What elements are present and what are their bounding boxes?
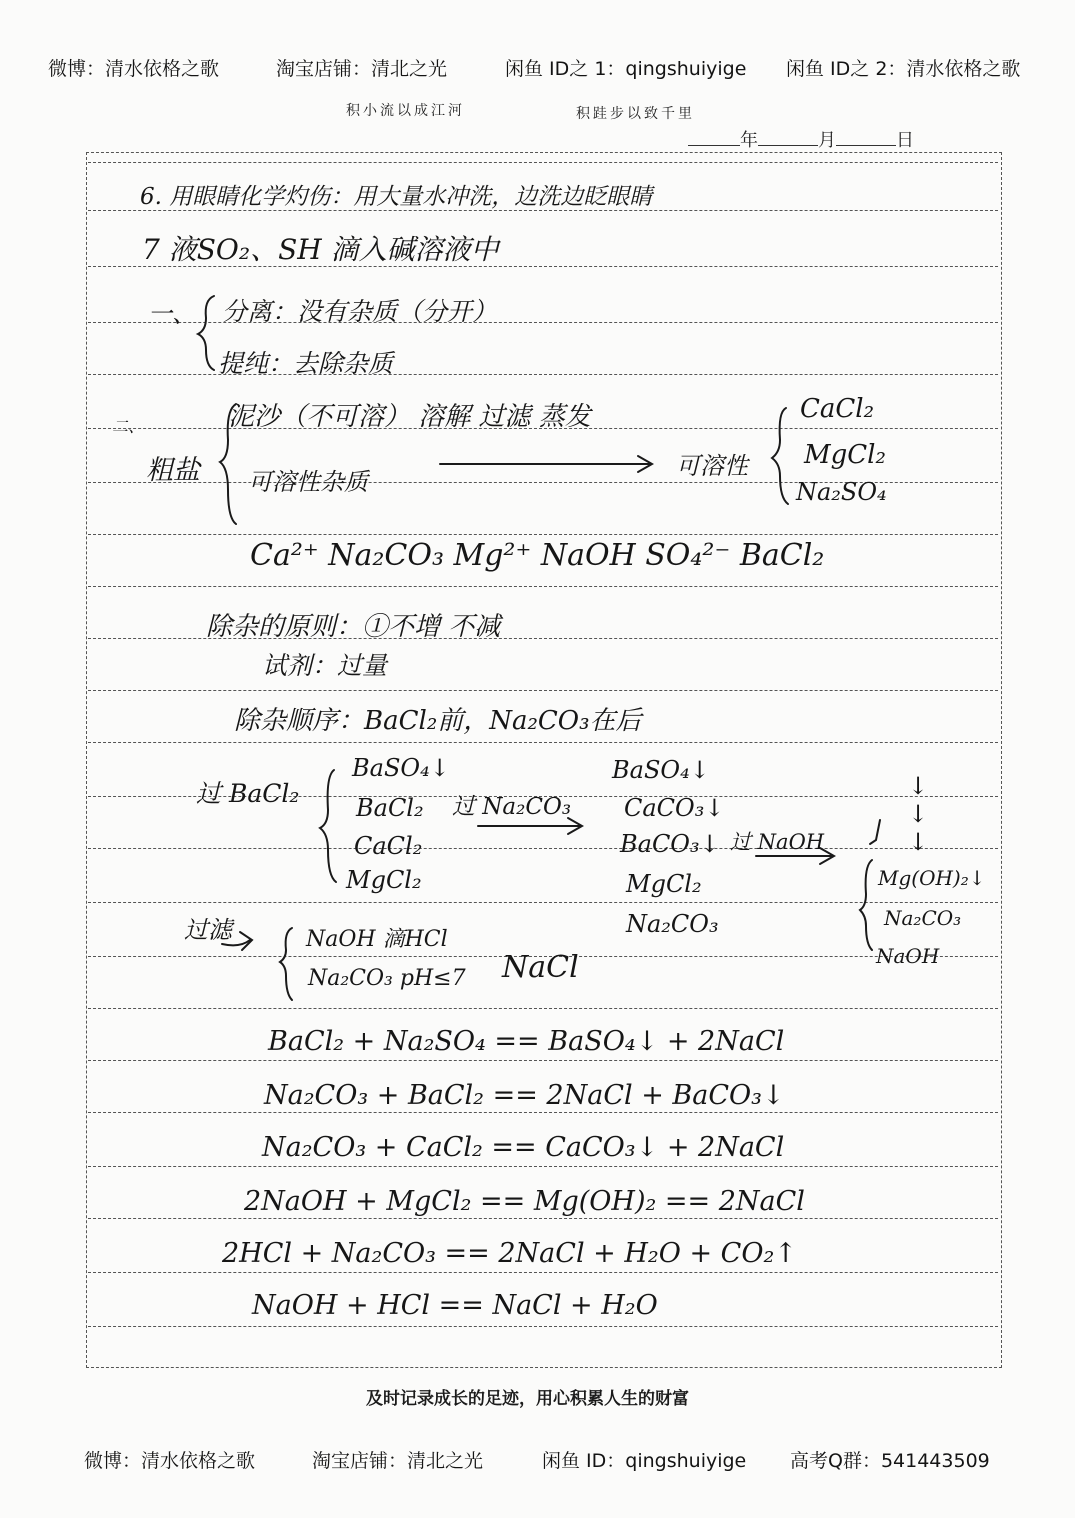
soluble-item: Na₂SO₄	[796, 478, 887, 506]
bottom-taobao: 淘宝店铺：清北之光	[312, 1450, 484, 1472]
motto-right: 积跬步以致千里	[576, 106, 695, 122]
date-day: 日	[896, 130, 914, 151]
col3-item: NaOH	[876, 944, 940, 968]
col1-item: MgCl₂	[346, 866, 422, 894]
removal-order: 除杂顺序：BaCl₂前，Na₂CO₃在后	[234, 706, 642, 736]
footer-slogan: 及时记录成长的足迹，用心积累人生的财富	[366, 1389, 689, 1409]
equation-5: 2HCl + Na₂CO₃ == 2NaCl + H₂O + CO₂↑	[222, 1238, 797, 1269]
bottom-xianyu: 闲鱼 ID：qingshuiyige	[542, 1450, 747, 1472]
col2-item: CaCO₃↓	[624, 794, 725, 822]
purification-note: 提纯：去除杂质	[218, 349, 394, 378]
filter-na2co3-note: Na₂CO₃ pH≤7	[308, 966, 466, 991]
removal-principle: 除杂的原则：①不增 不减	[206, 612, 501, 642]
col1-item: BaCl₂	[356, 794, 424, 822]
soluble-impurities-label: 可溶性杂质	[248, 468, 368, 496]
crude-salt-label: 粗盐	[146, 455, 200, 486]
note-line-1: 6. 用眼睛化学灼伤：用大量水冲洗，边洗边眨眼睛	[140, 184, 653, 210]
soluble-label: 可溶性	[676, 452, 748, 480]
col1-item: CaCl₂	[354, 832, 423, 860]
col1-item: BaSO₄↓	[352, 754, 450, 782]
motto-left: 积小流以成江河	[346, 103, 465, 119]
top-weibo: 微博：清水依格之歌	[48, 58, 220, 80]
excess-bacl2-label: 过 BaCl₂	[196, 779, 300, 808]
date-year: 年	[740, 130, 758, 151]
ion-reagent-pairs: Ca²⁺ Na₂CO₃ Mg²⁺ NaOH SO₄²⁻ BaCl₂	[250, 538, 825, 573]
reagent-note: 试剂：过量	[262, 651, 388, 680]
separation-note: 分离：没有杂质（分开）	[222, 297, 498, 326]
note-line-2: 7 液SO₂、SH 滴入碱溶液中	[142, 233, 499, 266]
soluble-item: MgCl₂	[804, 440, 886, 470]
nacl-result: NaCl	[502, 950, 579, 985]
excess-naoh-label: 过 NaOH	[730, 830, 825, 854]
filter-label: 过滤	[184, 916, 232, 944]
soluble-item: CaCl₂	[800, 394, 875, 424]
equation-4: 2NaOH + MgCl₂ == Mg(OH)₂ == 2NaCl	[244, 1186, 805, 1217]
equation-6: NaOH + HCl == NaCl + H₂O	[252, 1290, 658, 1321]
section-2-number: 二、	[112, 417, 145, 436]
col2-item: MgCl₂	[626, 870, 702, 898]
col3-item: Mg(OH)₂↓	[878, 866, 986, 890]
down-arrow: ↓	[908, 772, 929, 800]
section-1-number: 一、	[148, 300, 196, 328]
col2-item: Na₂CO₃	[626, 910, 719, 938]
bottom-qq-group: 高考Q群：541443509	[790, 1450, 990, 1472]
down-arrow: ↓	[908, 828, 929, 856]
bottom-weibo: 微博：清水依格之歌	[84, 1450, 256, 1472]
excess-na2co3-label: 过 Na₂CO₃	[452, 794, 572, 820]
equation-3: Na₂CO₃ + CaCl₂ == CaCO₃↓ + 2NaCl	[262, 1132, 785, 1163]
date-month: 月	[818, 130, 836, 151]
equation-2: Na₂CO₃ + BaCl₂ == 2NaCl + BaCO₃↓	[264, 1080, 785, 1111]
sand-removal-note: 泥沙（不可溶） 溶解 过滤 蒸发	[228, 402, 591, 432]
top-taobao: 淘宝店铺：清北之光	[276, 58, 448, 80]
down-arrow: ↓	[908, 800, 929, 828]
col2-item: BaSO₄↓	[612, 756, 710, 784]
top-xianyu-2: 闲鱼 ID之 2：清水依格之歌	[786, 58, 1021, 80]
col2-item: BaCO₃↓	[620, 830, 720, 858]
equation-1: BaCl₂ + Na₂SO₄ == BaSO₄↓ + 2NaCl	[268, 1026, 785, 1057]
filter-naoh-note: NaOH 滴HCl	[306, 927, 448, 952]
col3-item: Na₂CO₃	[884, 906, 962, 930]
top-xianyu-1: 闲鱼 ID之 1：qingshuiyige	[505, 58, 747, 80]
